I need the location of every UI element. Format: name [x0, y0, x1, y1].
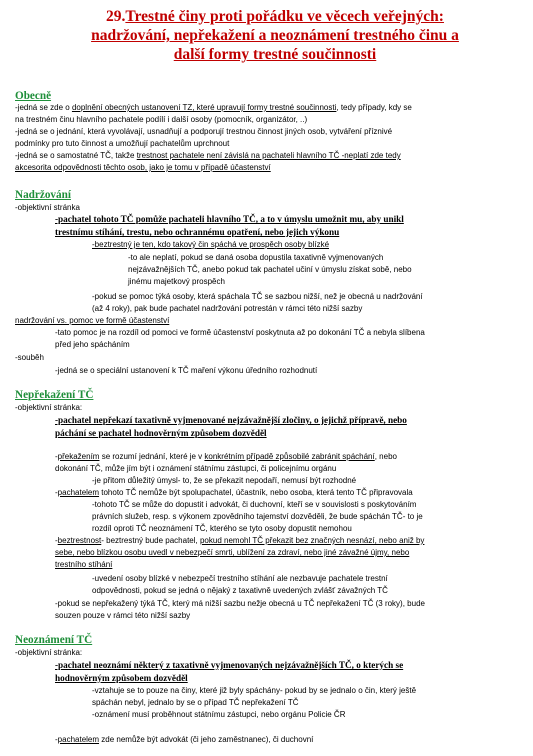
nadrzovani-line-9: (až 4 roky), pak bude pachatel nadržování potrestán v rámci této nižší sazby: [92, 304, 363, 313]
page-title: [40, 7, 510, 64]
text-run: pachatelem: [57, 735, 100, 744]
nadrzovani-line-5: -to ale neplatí, pokud se daná osoba dopustila taxativně vyjmenovaných: [128, 253, 384, 262]
obecne-line-6: akcesorita odpovědnosti těchto osob, jako je tomu v případě účastenství: [15, 163, 271, 172]
text-run: -jedná se o samostatné TČ, takže: [15, 151, 137, 160]
nadrzovani-line-1: -objektivní stránka: [15, 203, 80, 212]
text-run: konkrétním případě způsobilé zabránit spáchání: [204, 452, 375, 461]
neprekazeni-line-14: -uvedení osoby blízké v nebezpečí trestního stíhání ale nezbavuje pachatele trestní: [92, 574, 388, 583]
text-run: -: [55, 735, 58, 744]
text-run: pachatelem: [57, 488, 100, 497]
title-line-1: [40, 7, 510, 26]
obecne-line-2: na trestném činu hlavního pachatele podílí i další osoby (pomocník, organizátor, ..): [15, 115, 308, 124]
nadrzovani-line-14: -jedná se o speciální ustanovení k TČ maření výkonu úředního rozhodnutí: [55, 366, 318, 375]
nadrzovani-line-13: -souběh: [15, 353, 44, 362]
text-run: -: [55, 452, 58, 461]
neprekazeni-line-12: sebe, nebo blízkou osobu uvedl v nebezpečí smrti, ublížení za zdraví, nebo jiné závažné újmy, nebo: [55, 548, 410, 557]
neprekazeni-line-5: dokonání TČ, může jím být i oznámení státnímu zástupci, či policejnímu orgánu: [55, 464, 337, 473]
neprekazeni-line-6: -je přitom důležitý úmysl- to, že se překazit nepodaří, nemusí být rozhodné: [92, 476, 357, 485]
neprekazeni-line-16: -pokud se nepřekažený týká TČ, který má nižší sazbu nežje obecná u TČ nepřekažení TČ (3 roky), bude: [55, 599, 425, 608]
nadrzovani-line-4: -beztrestný je ten, kdo takový čin spáchá ve prospěch osoby blízké: [92, 240, 330, 249]
neprekazeni-line-1: -objektivní stránka:: [15, 403, 83, 412]
neoznameni-line-2: -pachatel neoznámí některý z taxativně vyjmenovaných nejzávažnějších TČ, o kterých se: [55, 660, 404, 670]
text-run: doplnění obecných ustanovení TZ, které upravují formy trestné součinnosti: [71, 103, 337, 112]
text-run: zde nemůže být advokát (či jeho zaměstnanec), či duchovní: [99, 735, 314, 744]
neprekazeni-line-2: -pachatel nepřekazí taxativně vyjmenované nejzávažnější zločiny, o jejichž přípravě, nebo: [55, 415, 407, 425]
obecne-line-4: podmínky pro tuto činnost a umožňují pachatelům uprchnout: [15, 139, 230, 148]
neprekazeni-line-3: páchání se pachatel hodnověrným způsobem dozvěděl: [55, 428, 267, 438]
neoznameni-line-1: -objektivní stránka:: [15, 648, 83, 657]
nadrzovani-line-7: jinému majetkový prospěch: [128, 277, 225, 286]
neprekazeni-line-4: [55, 452, 397, 462]
nadrzovani-line-3: trestnímu stíhání, trestu, nebo ochrannému opatření, nebo jejich výkonu: [55, 227, 340, 237]
text-run: -: [55, 536, 58, 545]
text-run: -jedná se zde o: [15, 103, 72, 112]
text-run: , tedy případy, kdy se: [336, 103, 412, 112]
neprekazeni-line-13: trestního stíhání: [55, 560, 113, 569]
neprekazeni-line-11: [55, 536, 424, 546]
nadrzovani-line-11: -tato pomoc je na rozdíl od pomoci ve formě účastenství poskytnuta až po dokonání TČ a nebyla slíbena: [55, 328, 425, 337]
text-run: překažením: [57, 452, 100, 461]
neoznameni-line-3: hodnověrným způsobem dozvěděl: [55, 673, 188, 683]
text-run: pokud nemohl TČ překazit bez značných nesnází, nebo aniž by: [199, 536, 425, 545]
neprekazeni-line-7: [55, 488, 413, 498]
section-heading-obecne: Obecně: [15, 90, 52, 102]
neprekazeni-line-10: rozdíl oproti TČ neoznámení TČ, kterého se tyto osoby dopustit nemohou: [92, 524, 352, 533]
nadrzovani-line-6: nejzávažnějších TČ, anebo pokud tak pachatel učiní v úmyslu získat sobě, nebo: [128, 265, 412, 274]
title-line-2: nadržování, nepřekažení a neoznámení trestného činu a: [91, 27, 459, 44]
neoznameni-line-5: spáchán nebyl, jednalo by se o případ TČ nepřekažení TČ: [92, 698, 299, 707]
text-run: -: [55, 488, 58, 497]
section-heading-neprekazeni: Nepřekažení TČ: [15, 389, 94, 401]
section-heading-nadrzovani: Nadržování: [15, 189, 71, 201]
neprekazeni-line-8: -tohoto TČ se může do dopustit i advokát, či duchovní, kteří se v souvislosti s poskytováním: [92, 500, 417, 509]
neoznameni-line-7: [55, 735, 313, 745]
obecne-line-3: -jedná se o jednání, která vyvolávají, usnadňují a podporují trestnou činnost jiných osob, vytváření příznivé: [15, 127, 393, 136]
text-run: , nebo: [374, 452, 397, 461]
obecne-line-1: [15, 103, 412, 113]
neoznameni-line-4: -vztahuje se to pouze na činy, které již byly spáchány- pokud by se jednalo o čin, který ještě: [92, 686, 417, 695]
neoznameni-line-6: -oznámení musí proběhnout státnímu zástupci, nebo orgánu Policie ČR: [92, 710, 346, 719]
section-heading-neoznameni: Neoznámení TČ: [15, 634, 93, 646]
text-run: - beztrestný bude pachatel,: [101, 536, 200, 545]
text-run: tohoto TČ nemůže být spolupachatel, účastník, nebo osoba, která tento TČ připravovala: [99, 488, 413, 497]
neprekazeni-line-9: právních služeb, resp. s výkonem zpovědního tajemství dozvěděli, že bude spáchán TČ- to je: [92, 512, 423, 521]
neprekazeni-line-17: souzen pouze v rámci této nižší sazby: [55, 611, 191, 620]
nadrzovani-line-12: před jeho spácháním: [55, 340, 130, 349]
title-line-1-text: Trestné činy proti pořádku ve věcech veřejných:: [125, 8, 444, 25]
obecne-line-5: [15, 151, 401, 161]
title-number: 29.: [106, 8, 126, 25]
text-run: beztrestnost: [57, 536, 102, 545]
neprekazeni-line-15: odpovědnosti, pokud se jedná o nějaký z taxativně uvedených zvlášť závažných TČ: [92, 586, 388, 595]
nadrzovani-line-10: nadržování vs. pomoc ve formě účastenství: [15, 316, 170, 325]
nadrzovani-line-2: -pachatel tohoto TČ pomůže pachateli hlavního TČ, a to v úmyslu umožnit mu, aby unikl: [55, 214, 404, 224]
title-line-3: další formy trestné součinnosti: [173, 46, 377, 63]
text-run: trestnost pachatele není závislá na pachateli hlavního TČ -neplatí zde tedy: [136, 151, 401, 160]
nadrzovani-line-8: -pokud se pomoc týká osoby, která spáchala TČ se sazbou nižší, než je obecná u nadržování: [92, 292, 423, 301]
text-run: se rozumí jednání, které je v: [99, 452, 205, 461]
